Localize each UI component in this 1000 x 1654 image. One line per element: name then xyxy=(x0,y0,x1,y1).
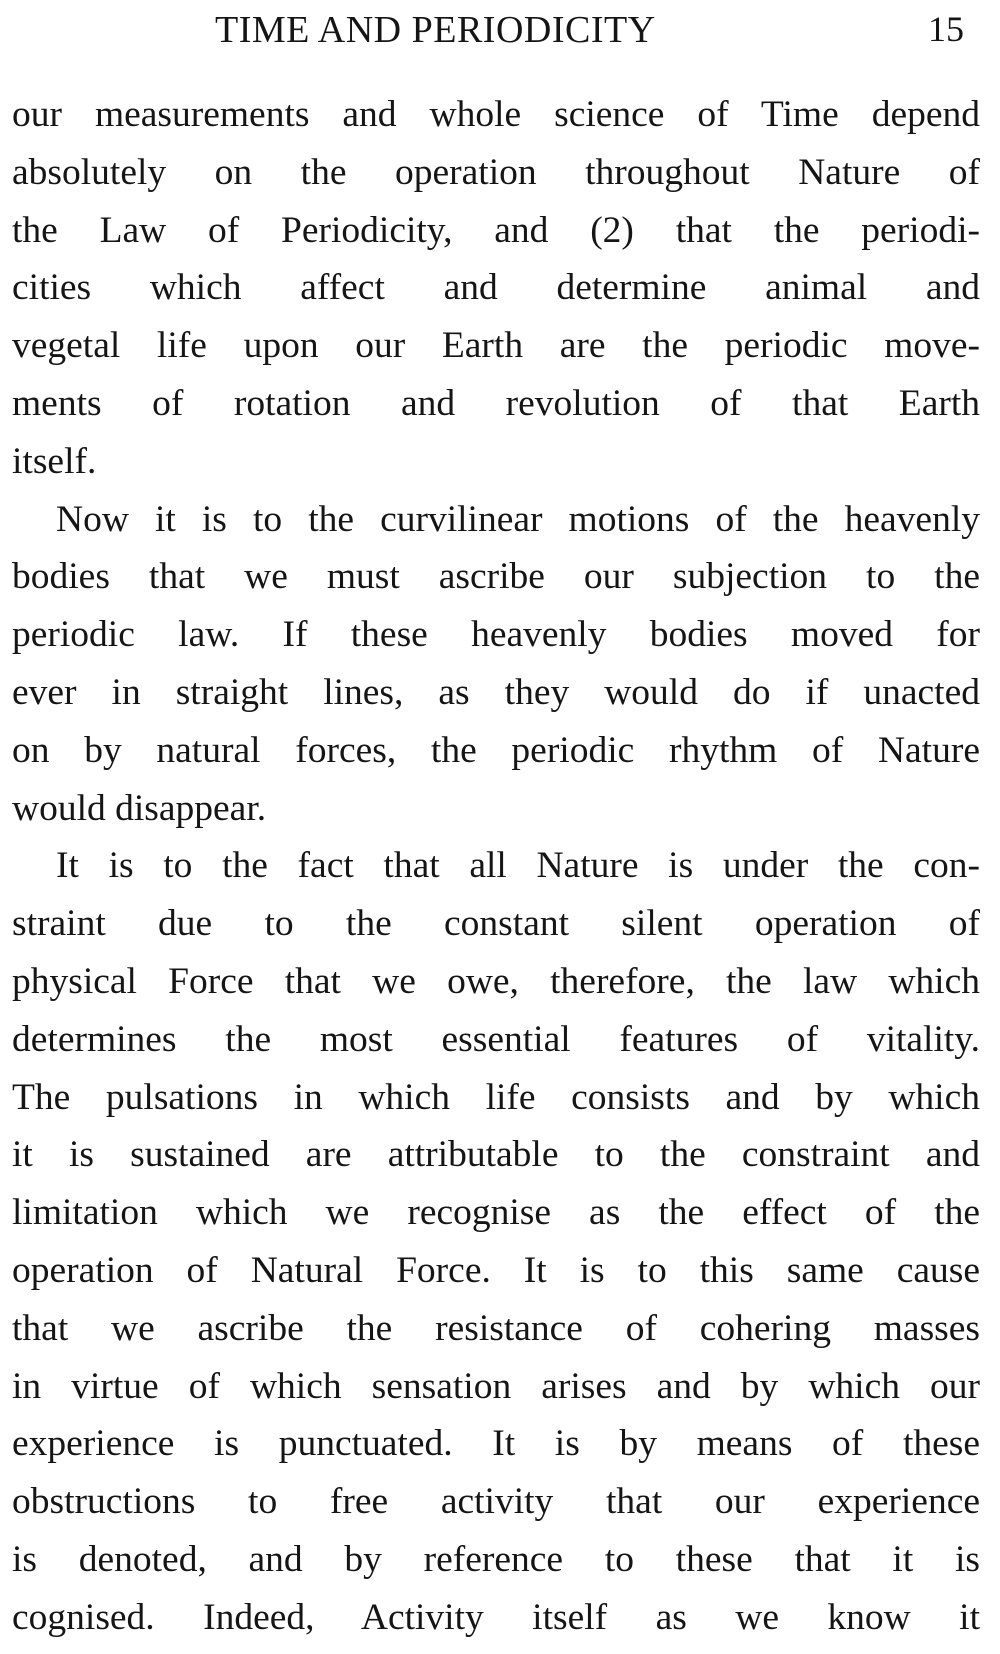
text-line: would disappear. xyxy=(12,787,267,829)
text-line: ments of rotation and revolution of that Earth xyxy=(12,382,980,424)
paragraph-2 xyxy=(12,491,980,838)
text-line: that we ascribe the resistance of cohering masses xyxy=(12,1307,980,1349)
text-line: cities which affect and determine animal and xyxy=(12,267,980,309)
running-title: TIME AND PERIODICITY xyxy=(215,9,656,51)
text-line: bodies that we must ascribe our subjection to the xyxy=(12,556,980,598)
text-line: is denoted, and by reference to these that it is xyxy=(12,1538,980,1580)
text-line: cognised. Indeed, Activity itself as we know it xyxy=(12,1596,980,1638)
body-text xyxy=(12,86,980,1647)
page-number: 15 xyxy=(928,9,964,49)
text-line: vegetal life upon our Earth are the periodic move- xyxy=(12,325,980,367)
text-line: periodic law. If these heavenly bodies moved for xyxy=(12,614,980,656)
text-line: The pulsations in which life consists and by which xyxy=(12,1076,980,1118)
paragraph-1 xyxy=(12,86,980,491)
text-line: operation of Natural Force. It is to this same cause xyxy=(12,1249,980,1291)
text-line: our measurements and whole science of Time depend xyxy=(12,94,980,135)
text-line: experience is punctuated. It is by means of these xyxy=(12,1423,980,1465)
text-line: itself. xyxy=(12,440,97,482)
text-line: absolutely on the operation throughout Nature of xyxy=(12,151,980,193)
text-line: in virtue of which sensation arises and by which our xyxy=(12,1365,980,1407)
text-line: It is to the fact that all Nature is under the con- xyxy=(56,845,980,887)
text-line: it is sustained are attributable to the constraint and xyxy=(12,1134,980,1176)
running-head xyxy=(0,8,1000,58)
text-line: Now it is to the curvilinear motions of the heavenly xyxy=(56,498,980,540)
text-line: determines the most essential features of vitality. xyxy=(12,1018,980,1060)
text-line: obstructions to free activity that our experience xyxy=(12,1481,980,1523)
text-line: straint due to the constant silent operation of xyxy=(12,903,980,945)
text-line: on by natural forces, the periodic rhythm of Nature xyxy=(12,729,980,771)
text-line: physical Force that we owe, therefore, the law which xyxy=(12,960,980,1002)
text-line: the Law of Periodicity, and (2) that the periodi- xyxy=(12,209,980,251)
text-line: limitation which we recognise as the effect of the xyxy=(12,1192,980,1234)
text-line: ever in straight lines, as they would do if unacted xyxy=(12,671,980,713)
paragraph-3 xyxy=(12,837,980,1646)
